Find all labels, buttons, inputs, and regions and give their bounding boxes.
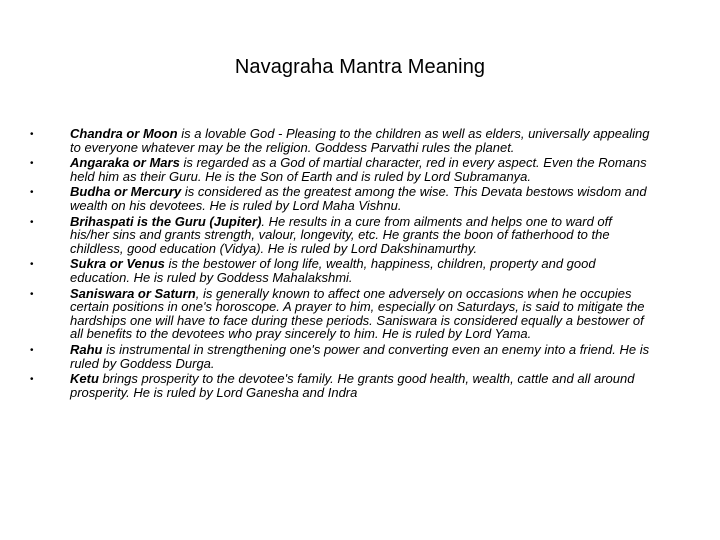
planet-name: Brihaspati is the Guru (Jupiter)	[70, 213, 262, 229]
planet-name: Ketu	[70, 371, 99, 387]
planet-name: Budha or Mercury	[70, 184, 182, 200]
bullet-list	[30, 127, 650, 401]
list-item-ketu	[30, 372, 650, 399]
bullet-icon: •	[30, 344, 34, 356]
bullet-icon: •	[30, 374, 34, 386]
bullet-icon: •	[30, 158, 34, 170]
planet-description: brings prosperity to the devotee's family. He grants good health, wealth, cattle and all around prosperity. He is ruled by Lord Ganesha and Indra	[70, 371, 635, 400]
planet-description: , is generally known to affect one adversely on occasions when he occupies certain positions in one's horoscope. A prayer to him, especially on Saturdays, is said to mitigate the hardships one will have to face during these periods. Saniswara is considered equally a bestower of all benefits to the devotees who pray sincerely to him. He is ruled by Lord Yama.	[70, 285, 645, 342]
planet-name: Sukra or Venus	[70, 256, 165, 272]
bullet-icon: •	[30, 216, 34, 228]
bullet-icon: •	[30, 187, 34, 199]
planet-description: is a lovable God - Pleasing to the children as well as elders, universally appealing to everyone whatever may be the religion. Goddess Parvathi rules the planet.	[70, 126, 650, 155]
list-item-saturn	[30, 287, 650, 341]
list-item-venus	[30, 257, 650, 284]
planet-description: is regarded as a God of martial character, red in every aspect. Even the Romans held him as their Guru. He is the Son of Earth and is ruled by Lord Subramanya.	[70, 155, 647, 184]
planet-name: Angaraka or Mars	[70, 155, 180, 171]
list-item-mars	[30, 156, 650, 183]
planet-name: Rahu	[70, 341, 103, 357]
planet-description: is the bestower of long life, wealth, happiness, children, property and good education. He is ruled by Goddess Mahalakshmi.	[70, 256, 596, 285]
list-item-moon	[30, 127, 650, 154]
planet-name: Chandra or Moon	[70, 126, 178, 141]
slide-title: Navagraha Mantra Meaning	[234, 56, 486, 78]
planet-description: is considered as the greatest among the wise. This Devata bestows wisdom and wealth on his devotees. He is ruled by Lord Maha Vishnu.	[70, 184, 647, 213]
list-item-rahu	[30, 343, 650, 370]
list-item-mercury	[30, 185, 650, 212]
bullet-icon: •	[30, 288, 34, 300]
bullet-icon: •	[30, 259, 34, 271]
planet-description: . He results in a cure from ailments and helps one to ward off his/her sins and grants strength, valour, longevity, etc. He grants the boon of fatherhood to the childless, good education (Vidya). He is ruled by Lord Dakshinamurthy.	[70, 213, 612, 256]
bullet-icon: •	[30, 129, 34, 140]
planet-description: is instrumental in strengthening one's power and converting even an enemy into a friend. He is ruled by Goddess Durga.	[70, 341, 650, 371]
list-item-jupiter	[30, 215, 650, 256]
planet-name: Saniswara or Saturn	[70, 285, 196, 301]
